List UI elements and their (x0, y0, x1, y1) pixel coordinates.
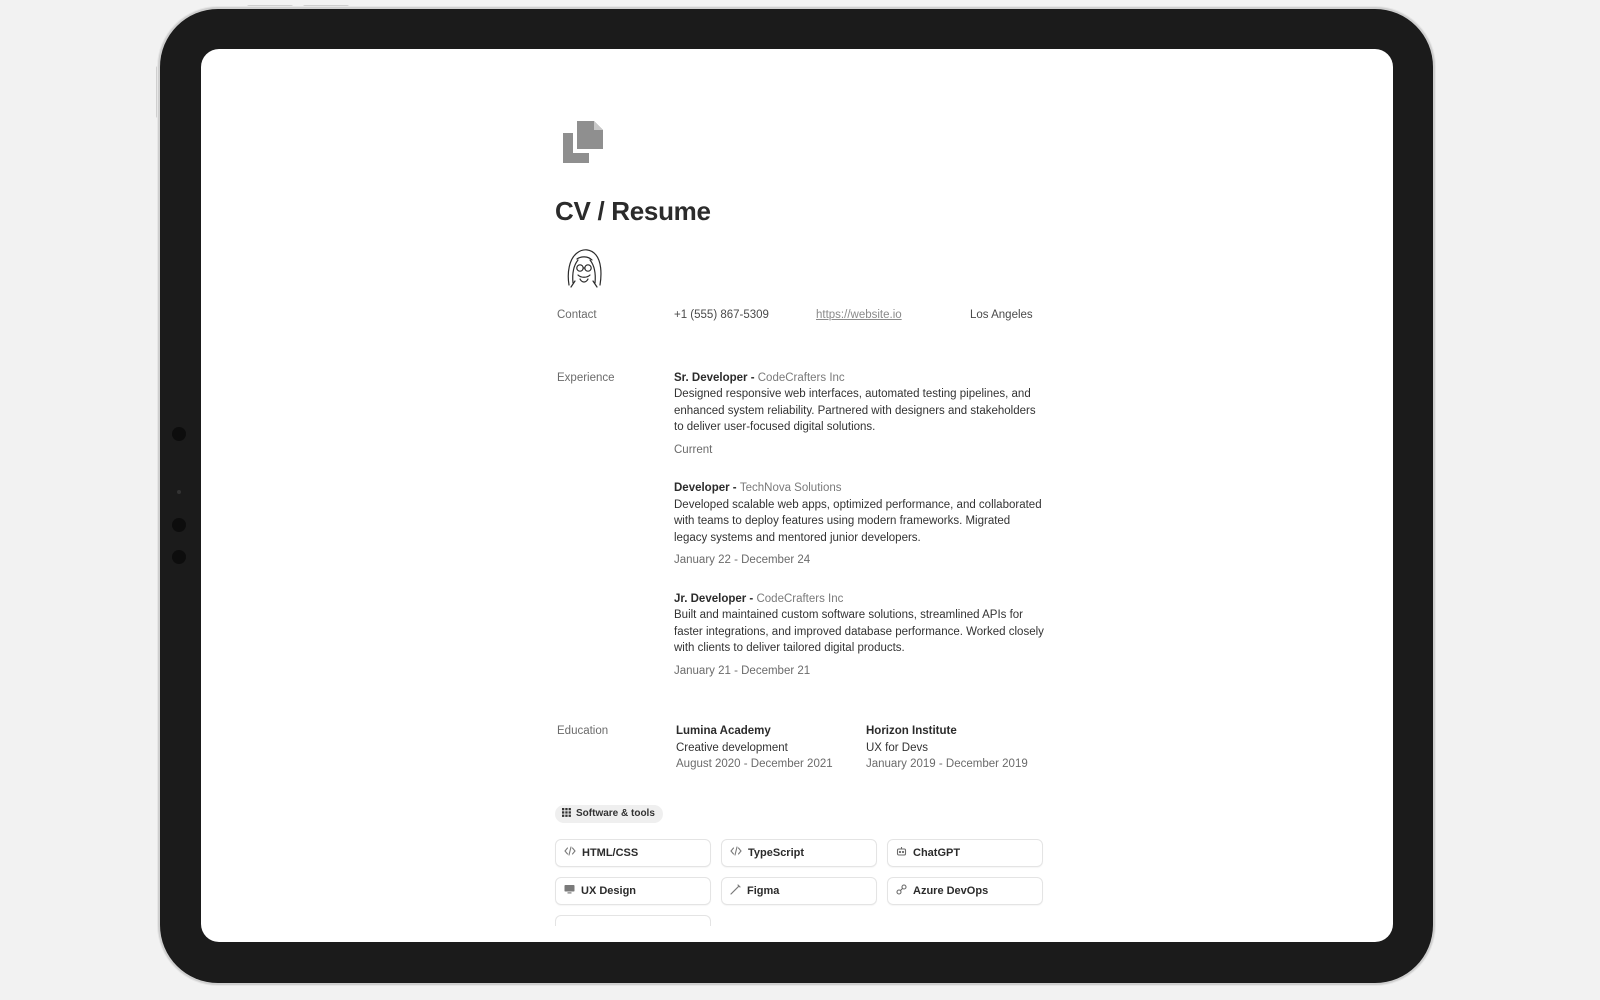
job-role: Sr. Developer (674, 371, 748, 384)
contact-website-link[interactable]: https://website.io (816, 309, 902, 321)
job-separator: - (729, 482, 740, 494)
education-entry (866, 723, 1056, 773)
education-section (555, 723, 1045, 773)
tool-label: Azure DevOps (913, 884, 989, 897)
job-dates: January 21 - December 21 (674, 664, 811, 677)
job-description: Developed scalable web apps, optimized performance, and collaborated with teams to deploy features using modern frameworks. Migrated legacy systems and mentored junior developers. (674, 498, 1042, 544)
job-company: TechNova Solutions (739, 482, 842, 494)
job-company: CodeCrafters Inc (756, 592, 844, 605)
tool-card-figma[interactable] (721, 877, 877, 905)
job-separator: - (747, 371, 758, 384)
monitor-icon (564, 884, 575, 897)
tool-card-html-css[interactable] (555, 839, 711, 867)
job-dates: Current (674, 443, 713, 456)
code-icon (730, 846, 742, 859)
job-entry (674, 480, 1045, 569)
tool-label: ChatGPT (913, 846, 961, 859)
camera-dot (172, 427, 186, 441)
screen (201, 49, 1393, 942)
tool-label: Figma (747, 884, 780, 897)
camera-dot (172, 518, 186, 532)
resume-page (555, 119, 1045, 926)
education-entry (676, 723, 866, 773)
tool-card-typescript[interactable] (721, 839, 877, 867)
tool-label: TypeScript (748, 846, 805, 859)
camera-dot (172, 550, 186, 564)
link-icon (896, 884, 907, 898)
job-description: Designed responsive web interfaces, automated testing pipelines, and enhanced system reliability. Partnered with designers and stakeholders to deliver user-focused digital solutions. (674, 388, 1036, 433)
contact-label: Contact (557, 309, 597, 321)
education-program: Creative development (676, 741, 788, 754)
job-dates: January 22 - December 24 (674, 554, 811, 566)
job-company: CodeCrafters Inc (757, 371, 845, 384)
software-tools-tag[interactable] (555, 805, 663, 823)
tool-label: UX Design (581, 884, 637, 897)
copy-document-icon (561, 119, 609, 167)
education-dates: August 2020 - December 2021 (676, 758, 833, 770)
page-title: CV / Resume (555, 196, 711, 226)
pen-icon (730, 884, 741, 898)
grid-icon (562, 808, 571, 820)
education-school: Lumina Academy (676, 725, 771, 737)
contact-location: Los Angeles (970, 309, 1033, 321)
robot-icon (896, 846, 907, 859)
job-role: Jr. Developer (674, 592, 747, 605)
job-separator: - (746, 592, 757, 605)
tools-grid (555, 839, 1045, 926)
job-entry (674, 370, 1045, 459)
tool-label: HTML/CSS (582, 846, 639, 859)
job-entry (674, 591, 1045, 680)
experience-label: Experience (557, 371, 615, 384)
job-description: Built and maintained custom software solutions, streamlined APIs for faster integrations, and improved database performance. Worked closely with clients to deliver tailored digital products. (674, 609, 1044, 654)
education-school: Horizon Institute (866, 725, 957, 737)
contact-phone: +1 (555) 867-5309 (674, 309, 769, 321)
sensor-dot (177, 490, 181, 494)
experience-section (555, 370, 1045, 680)
code-icon (564, 846, 576, 859)
contact-row (555, 307, 1045, 324)
avatar (561, 245, 611, 295)
tool-card-ux-design[interactable] (555, 877, 711, 905)
tool-card-chatgpt[interactable] (887, 839, 1043, 867)
education-label: Education (557, 725, 609, 737)
software-tools-label: Software & tools (576, 808, 655, 819)
job-role: Developer (674, 482, 730, 494)
tool-card-partial[interactable] (555, 915, 711, 926)
tool-card-azure-devops[interactable] (887, 877, 1043, 905)
education-program: UX for Devs (866, 741, 928, 754)
education-dates: January 2019 - December 2019 (866, 758, 1028, 770)
